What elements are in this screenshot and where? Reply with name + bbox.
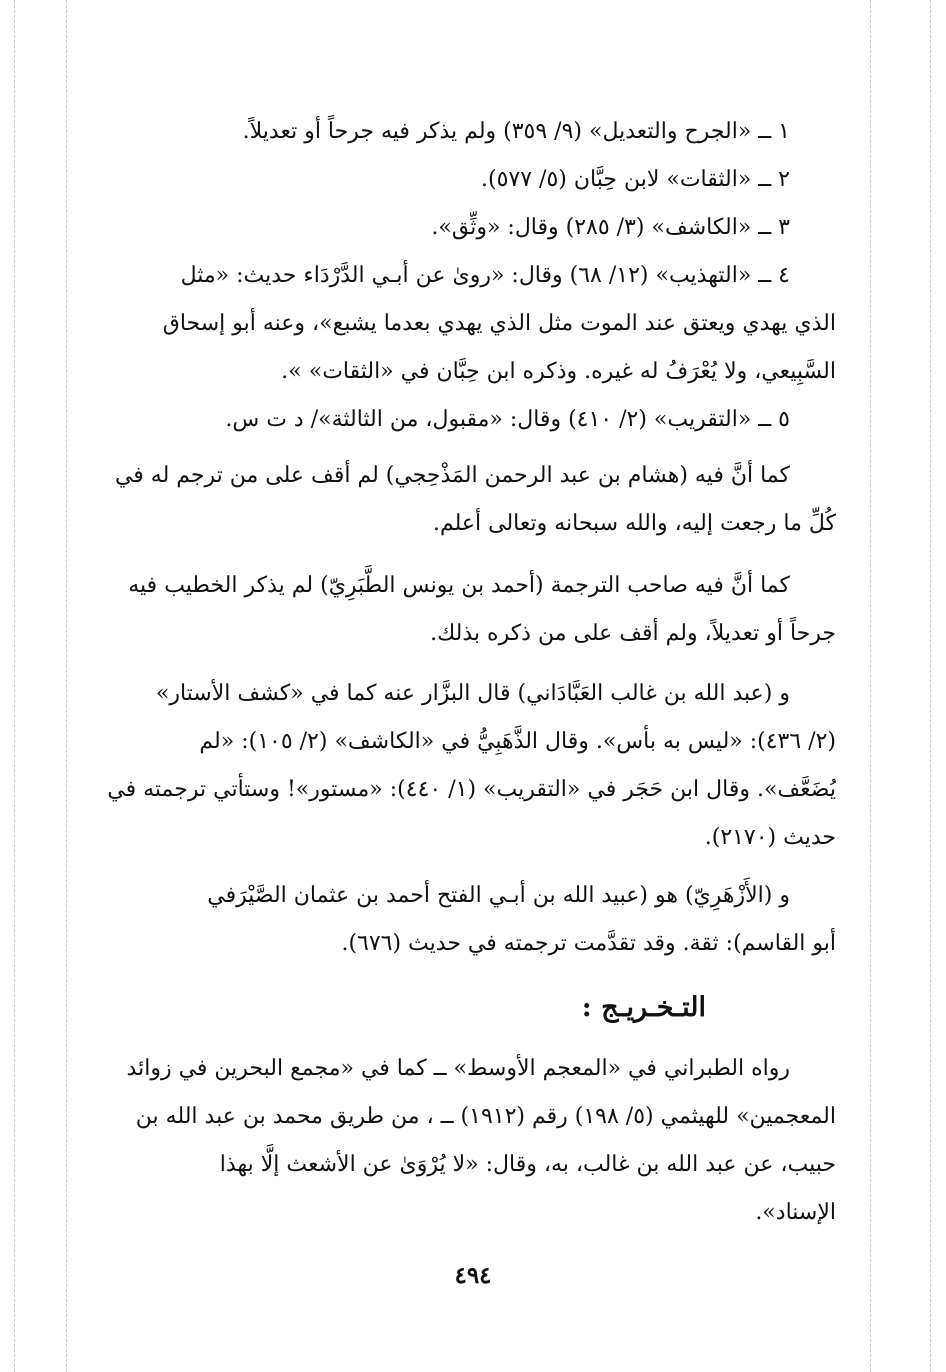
page-number: ٤٩٤ (454, 1262, 492, 1289)
reference-item: ٣ ــ «الكاشف» (٣/ ٢٨٥) وقال: «وثِّق». (431, 215, 790, 240)
paragraph-azhari (96, 872, 836, 968)
paragraph-hisham (96, 452, 836, 548)
reference-item-continuation: الذي يهدي ويعتق عند الموت مثل الذي يهدي بعدما يشبع»، وعنه أبو إسحاق (162, 311, 836, 336)
paragraph-line: كما أنَّ فيه (هشام بن عبد الرحمن المَذْحِجي) لم أقف على من ترجم له في (114, 463, 790, 488)
paragraph-line: و (الأَزْهَرِيّ) هو (عبيد الله بن أبـي الفتح أحمد بن عثمان الصَّيْرَفي (207, 883, 790, 908)
paragraph-line: حبيب، عن عبد الله بن غالب، به، وقال: «لا يُرْوَىٰ عن الأشعث إلَّا بهذا (219, 1152, 836, 1177)
paragraph-line: أبو القاسم): ثقة. وقد تقدَّمت ترجمته في حديث (٦٧٦). (341, 931, 836, 956)
paragraph-line: المعجمين» للهيثمي (٥/ ١٩٨) رقم (١٩١٢) ــ ، من طريق محمد بن عبد الله بن (135, 1104, 836, 1129)
paragraph-abdullah (96, 670, 836, 862)
scan-guide-line (14, 0, 15, 1372)
paragraph-line: كما أنَّ فيه صاحب الترجمة (أحمد بن يونس الطَّبَرِيّ) لم يذكر الخطيب فيه (128, 573, 790, 598)
scan-guide-line (930, 0, 931, 1372)
paragraph-line: حديث (٢١٧٠). (704, 825, 836, 850)
reference-list (96, 108, 836, 444)
paragraph-line: الإسناد». (755, 1200, 836, 1225)
paragraph-ahmad (96, 562, 836, 658)
paragraph-line: كُلِّ ما رجعت إليه، والله سبحانه وتعالى أعلم. (432, 511, 836, 536)
scan-guide-line (870, 0, 871, 1372)
reference-item: ٢ ــ «الثقات» لابن حِبَّان (٥/ ٥٧٧). (481, 167, 790, 192)
section-heading: التـخـريـج : (581, 992, 706, 1023)
reference-item-continuation: السَّبِيعي، ولا يُعْرَفُ له غيره. وذكره ابن حِبَّان في «الثقات» ». (281, 359, 836, 384)
scan-guide-line (66, 0, 67, 1372)
paragraph-takhrij (96, 1045, 836, 1237)
paragraph-line: (٢/ ٤٣٦): «ليس به بأس». وقال الذَّهَبِيُّ في «الكاشف» (٢/ ١٠٥): «لم (199, 729, 836, 754)
paragraph-line: رواه الطبراني في «المعجم الأوسط» ــ كما في «مجمع البحرين في زوائد (126, 1056, 790, 1081)
paragraph-line: و (عبد الله بن غالب العَبَّادَاني) قال البزَّار عنه كما في «كشف الأستار» (155, 681, 790, 706)
reference-item: ٥ ــ «التقريب» (٢/ ٤١٠) وقال: «مقبول، من الثالثة»/ د ت س. (225, 407, 790, 432)
paragraph-line: جرحاً أو تعديلاً، ولم أقف على من ذكره بذلك. (430, 621, 836, 646)
paragraph-line: يُضَعَّف». وقال ابن حَجَر في «التقريب» (١/ ٤٤٠): «مستور»! وستأتي ترجمته في (107, 777, 836, 802)
reference-item: ٤ ــ «التهذيب» (١٢/ ٦٨) وقال: «روىٰ عن أبـي الدَّرْدَاء حديث: «مثل (180, 263, 790, 288)
reference-item: ١ ــ «الجرح والتعديل» (٩/ ٣٥٩) ولم يذكر فيه جرحاً أو تعديلاً. (242, 119, 790, 144)
